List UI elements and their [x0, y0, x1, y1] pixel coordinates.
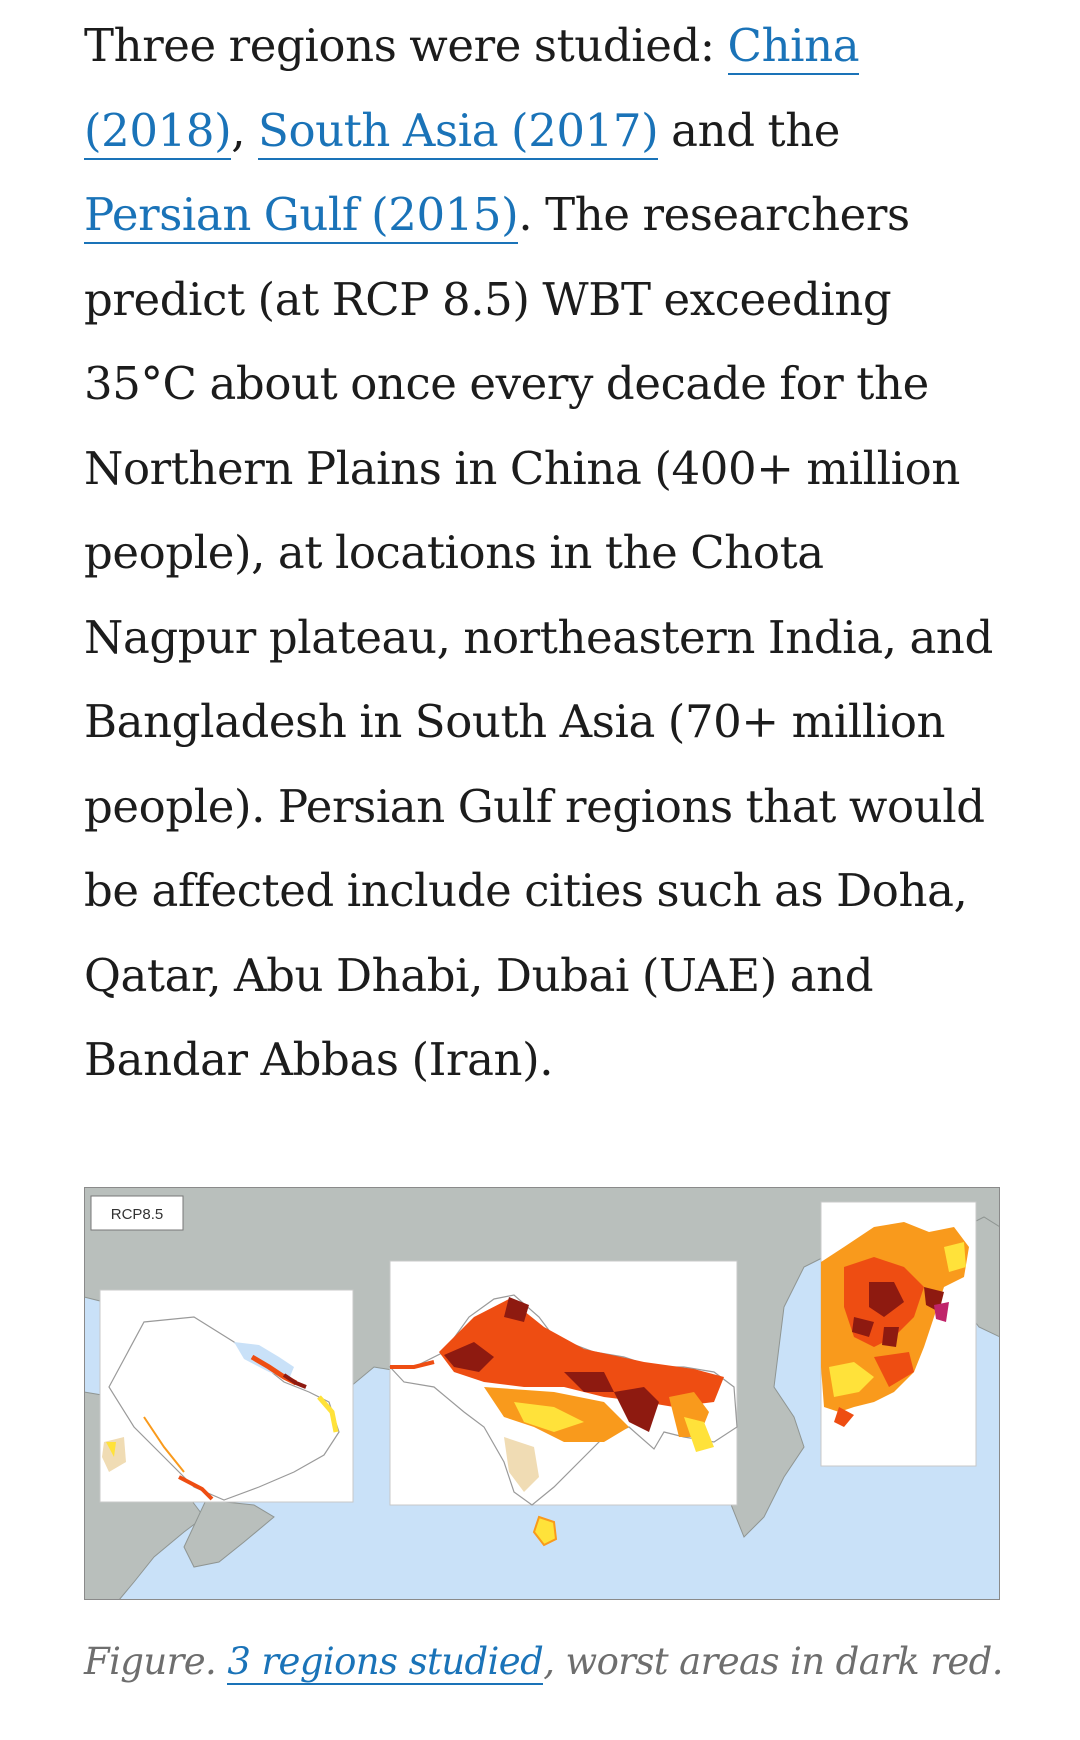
south-asia-2017-link[interactable]: South Asia (2017)	[258, 104, 658, 160]
rcp-label-box	[91, 1196, 183, 1230]
china-2018-link[interactable]: China (2018)	[84, 19, 859, 160]
connector-text: and the	[658, 103, 841, 157]
figure-caption	[84, 1632, 1034, 1692]
caption-prefix: Figure.	[84, 1640, 228, 1683]
persian-gulf-2015-link[interactable]: Persian Gulf (2015)	[84, 188, 518, 244]
paragraph-regions-studied	[84, 0, 1004, 1103]
regions-studied-link[interactable]: 3 regions studied	[227, 1640, 544, 1683]
separator-text: ,	[231, 103, 259, 157]
heat-risk-map-figure	[84, 1187, 1000, 1600]
intro-text: Three regions were studied:	[84, 19, 728, 72]
caption-suffix: , worst areas in dark red.	[543, 1640, 1003, 1683]
heat-risk-map	[84, 1187, 1000, 1600]
rcp-label: RCP8.5	[110, 1206, 164, 1223]
paragraph-body-text: . The researchers predict (at RCP 8.5) WBT exceeding 35°C about once every decade for the Northern Plains in China (400+ million people), at locations in the Chota Nagpur plateau, northeastern India, and Bangladesh in South Asia (70+ million people). Persian Gulf regions that would be affected include cities such as Doha, Qatar, Abu Dhabi, Dubai (UAE) and Bandar Abbas (Iran).	[84, 188, 993, 1086]
article-body	[84, 0, 1004, 1103]
